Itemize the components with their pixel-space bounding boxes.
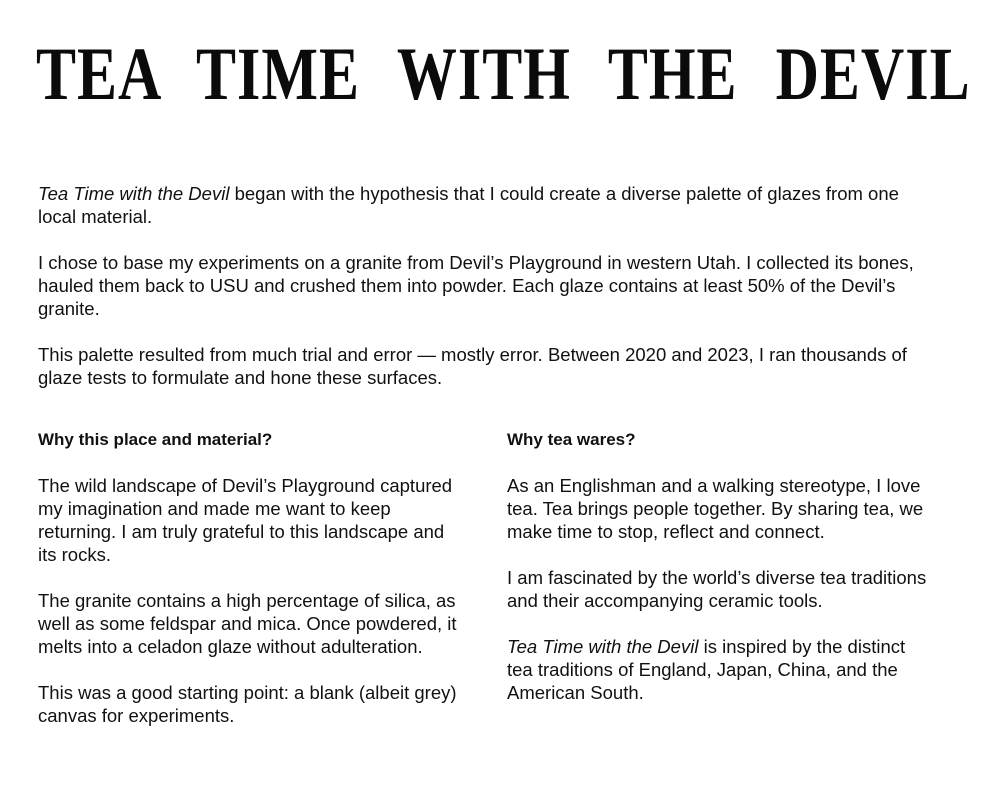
left-column [38,428,458,750]
page-title: TEA TIME WITH THE DEVIL [36,32,971,116]
right-paragraph-2: I am fascinated by the world’s diverse tea traditions and their accompanying ceramic tools. [507,567,927,611]
left-paragraph-1: The wild landscape of Devil’s Playground captured my imagination and made me want to keep returning. I am truly grateful to this landscape and its rocks. [38,475,453,565]
right-paragraph-1: As an Englishman and a walking stereotype, I love tea. Tea brings people together. By sharing tea, we make time to stop, reflect and connect. [507,475,924,542]
intro-section [38,182,918,412]
right-paragraph-3 [507,635,927,704]
intro-paragraph-1-text: began with the hypothesis that I could create a diverse palette of glazes from one local material. [38,183,899,227]
left-column-heading: Why this place and material? [38,430,273,449]
right-column-heading: Why tea wares? [507,430,636,449]
right-title-italic: Tea Time with the Devil [507,636,699,657]
left-paragraph-3: This was a good starting point: a blank (albeit grey) canvas for experiments. [38,682,457,726]
left-paragraph-2: The granite contains a high percentage of silica, as well as some feldspar and mica. Once powdered, it melts into a celadon glaze without adulteration. [38,590,457,657]
right-column [507,428,927,727]
intro-paragraph-3: This palette resulted from much trial and error — mostly error. Between 2020 and 2023, I ran thousands of glaze tests to formulate and hone these surfaces. [38,344,907,388]
intro-paragraph-1 [38,182,918,228]
intro-title-italic: Tea Time with the Devil [38,183,230,204]
intro-paragraph-2: I chose to base my experiments on a granite from Devil’s Playground in western Utah. I collected its bones, hauled them back to USU and crushed them into powder. Each glaze contains at least 50% of the Devil’s granite. [38,252,914,319]
right-paragraph-3-text: is inspired by the distinct tea traditions of England, Japan, China, and the American South. [507,636,906,703]
